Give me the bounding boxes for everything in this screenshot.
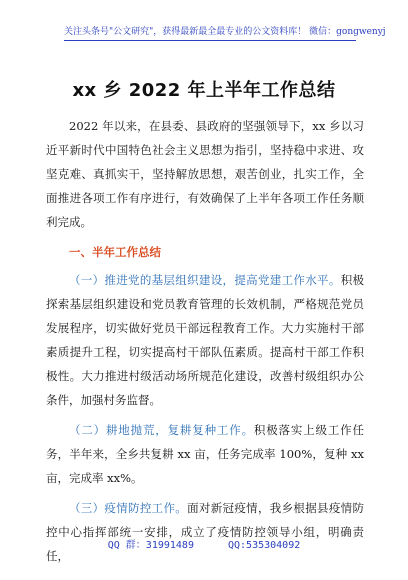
section-heading: 一、半年工作总结 <box>69 245 161 259</box>
item-3-text: 面对新冠疫情，我乡根据县疫情防控中心指挥部统一安排，成立了疫情防控领导小组，明确责任， <box>46 501 364 563</box>
item-2-label: （二）耕地抛荒，复耕复种工作。 <box>69 423 254 437</box>
footer-qq: QQ:535304092 <box>228 540 301 551</box>
item-1-label: （一）推进党的基层组织建设，提高党建工作水平。 <box>69 273 341 287</box>
document-title: xx 乡 2022 年上半年工作总结 <box>72 80 336 101</box>
item-1-paragraph <box>46 268 364 412</box>
item-2-paragraph <box>46 418 364 490</box>
item-3-label: （三）疫情防控工作。 <box>69 501 188 515</box>
item-1-text: 积极探索基层组织建设和党员教育管理的长效机制，严格规范党员发展程序，切实做好党员干部远程教育工作。大力实施村干部素质提升工程，切实提高村干部队伍素质。提高村干部工作积极性。大力推进村级活动场所规范化建设，改善村级组织办公条件，加强村务监督。 <box>46 273 364 407</box>
header-banner: 关注头条号"公文研究"，获得最新最全最专业的公文资料库！ 微信：gongwenyj <box>64 24 356 41</box>
intro-paragraph: 2022 年以来，在县委、县政府的坚强领导下，xx 乡以习近平新时代中国特色社会主义思想为指引，坚持稳中求进、攻坚克难、真抓实干，坚持解放思想，艰苦创业，扎实工作，全面推进各项工作有序进行，有效确保了上半年各项工作任务顺利完成。 <box>46 119 364 229</box>
footer-contact <box>0 536 408 551</box>
footer-qq-group: QQ 群：31991489 <box>107 540 194 551</box>
item-3-paragraph <box>46 496 364 568</box>
item-2-text: 积极落实上级工作任务，半年来，全乡共复耕 xx 亩，任务完成率 100%，复种 xx 亩，完成率 xx%。 <box>46 423 364 485</box>
document-body <box>46 114 364 568</box>
